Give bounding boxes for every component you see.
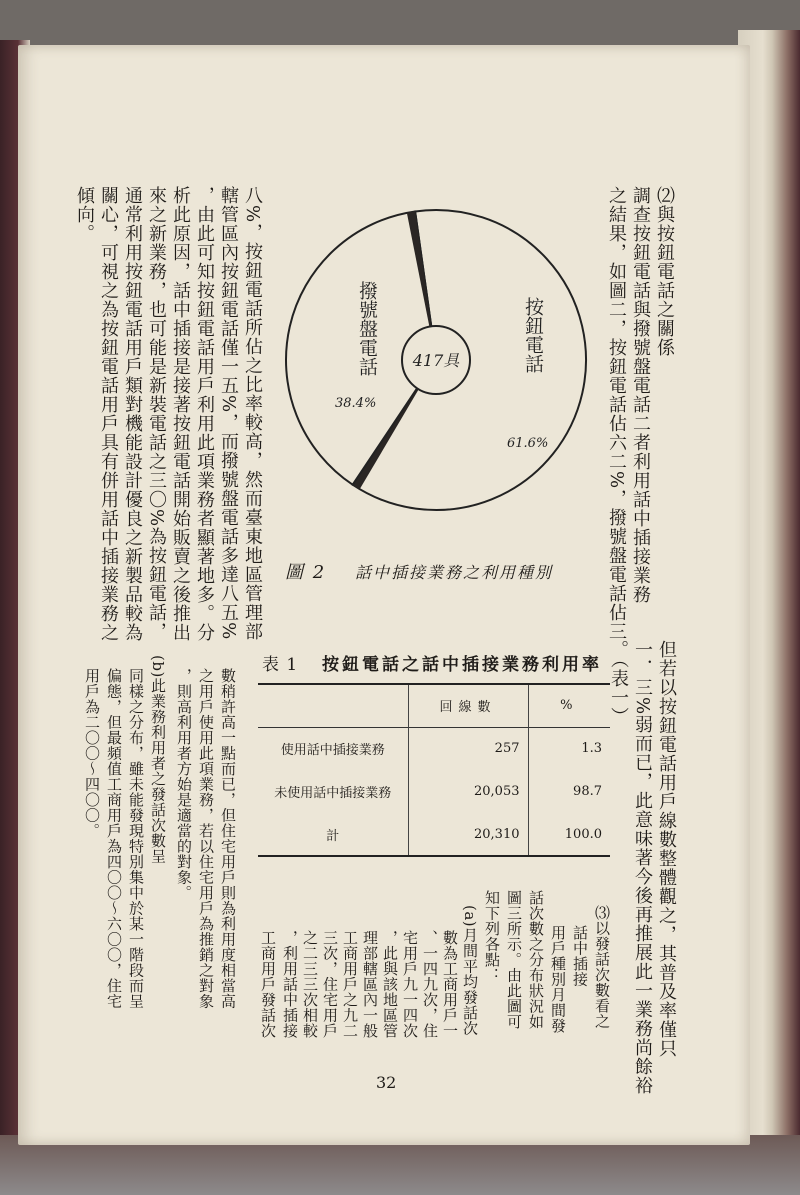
left-col-7: 傾向。: [74, 186, 95, 243]
table-cell-percent: 98.7: [528, 770, 610, 813]
table-cell-percent: 100.0: [528, 813, 610, 856]
table-header-category: [258, 684, 408, 727]
section3a-col-2: 、一四九次，住: [421, 930, 439, 1039]
page-number: 32: [376, 1073, 397, 1092]
section-b-col-2: 偏態，但最頻值工商用戶為四〇〇～六〇〇，住宅: [105, 668, 123, 1009]
section3a-col-0: (a)月間平均發話次: [461, 905, 479, 1036]
section3a-col-3: 宅用戶九一四次: [401, 930, 419, 1039]
lower-right-col-2: 。（表一）: [608, 640, 629, 726]
left-col-6: 關心，可視之為按鈕電話用戶具有併用話中插接業務之: [98, 186, 119, 642]
section3a-col-8: 之二三三次相較: [301, 930, 319, 1039]
table-header-row: [258, 684, 610, 727]
lower-left-col-1: 之用戶使用此項業務，若以住宅用戶為推銷之對象: [197, 668, 215, 1009]
table-1-title: 按鈕電話之話中插接業務利用率: [322, 655, 602, 675]
left-col-3: 析此原因，話中插接是接著按鈕電話開始販賣之後推出: [170, 186, 191, 642]
section3-col-0: ⑶以發話次數看之: [593, 905, 611, 1029]
lower-right-col-0: 一．三%弱而已，此意味著今後再推展此一業務尚餘裕: [632, 640, 653, 1096]
pie-center-label: 417具: [412, 351, 460, 370]
pie-slice-pct-button-phone: 61.6%: [507, 436, 549, 451]
figure-2-caption: [285, 558, 585, 588]
table-row-total: [258, 813, 610, 856]
section-b-col-3: 用戶為二〇〇～四〇〇。: [83, 668, 101, 839]
left-col-4: 來之新業務，也可能是新裝電話之三〇%為按鈕電話，: [146, 186, 167, 642]
table-cell-count: 20,053: [408, 770, 528, 813]
section3a-col-1: 數為工商用戶一: [441, 930, 459, 1039]
section3a-col-9: ，利用話中插接: [281, 930, 299, 1039]
section3a-col-5: 理部轄區內一般: [361, 930, 379, 1039]
table-cell-count: 257: [408, 727, 528, 770]
pie-slice-label-dial-phone: 撥號盤電話: [356, 281, 378, 376]
pie-slice-label-button-phone: 按鈕電話: [522, 297, 544, 373]
section3a-col-7: 三次，住宅用戶: [321, 930, 339, 1039]
table-1-caption: [262, 650, 622, 676]
left-col-2: ，由此可知按鈕電話用戶利用此項業務者顯著地多。分: [194, 186, 215, 642]
right-col-2: 之結果，如圖二，按鈕電話佔六二%，撥號盤電話佔三: [606, 186, 627, 642]
table-1-label: 表 1: [262, 655, 299, 675]
figure-2-label: 圖 2: [285, 562, 327, 583]
left-col-5: 通常利用按鈕電話用戶類對機能設計優良之新製品較為: [122, 186, 143, 642]
table-cell-label: 使用話中插接業務: [280, 743, 385, 759]
section3-col-5: 知下列各點：: [483, 890, 501, 983]
table-header-percent: %: [528, 684, 610, 727]
lower-right-col-1: 但若以按鈕電話用戶線數整體觀之，其普及率僅只: [656, 640, 677, 1058]
section3-col-4: 圖三所示。由此圖可: [505, 890, 523, 1030]
table-header-line-count: 回線數: [408, 684, 528, 727]
table-1: [258, 683, 610, 857]
left-col-1: 轄管區內按鈕電話僅一五%，而撥號盤電話多達八五%: [218, 186, 239, 641]
table-cell-label: 計: [326, 828, 340, 844]
left-col-0: 八%，按鈕電話所佔之比率較高，然而臺東地區管理部: [242, 186, 263, 642]
pie-slice-pct-dial-phone: 38.4%: [335, 396, 377, 411]
section3-col-1: 話中插接: [571, 925, 589, 987]
table-cell-label: 未使用話中插接業務: [274, 786, 392, 801]
section3-col-3: 話次數之分布狀況如: [527, 890, 545, 1030]
section3a-col-6: 工商用戶之九二: [341, 930, 359, 1039]
section3a-col-10: 工商用戶發話次: [259, 930, 277, 1039]
section-b-col-0: (b)此業務利用者之發話次數呈: [149, 655, 167, 864]
table-cell-percent: 1.3: [528, 727, 610, 770]
figure-2-pie-chart: [275, 185, 595, 525]
lower-left-col-0: 數稍許高一點而已，但住宅用戶則為利用度相當高: [219, 668, 237, 1009]
table-cell-count: 20,310: [408, 813, 528, 856]
right-col-0: ⑵與按鈕電話之關係: [654, 186, 675, 357]
lower-left-col-2: ，則高利用者方始是適當的對象。: [175, 668, 193, 901]
right-col-1: 調查按鈕電話與撥號盤電話二者利用話中插接業務: [630, 186, 651, 604]
figure-2-title: 話中插接業務之利用種別: [355, 563, 554, 582]
section-b-col-1: 同樣之分布，雖未能發現特別集中於某一階段而呈: [127, 668, 145, 1009]
section3a-col-4: ，此與該地區管: [381, 930, 399, 1039]
table-row: [258, 770, 610, 813]
table-row: [258, 727, 610, 770]
section3-col-2: 用戶種別月間發: [549, 925, 567, 1034]
